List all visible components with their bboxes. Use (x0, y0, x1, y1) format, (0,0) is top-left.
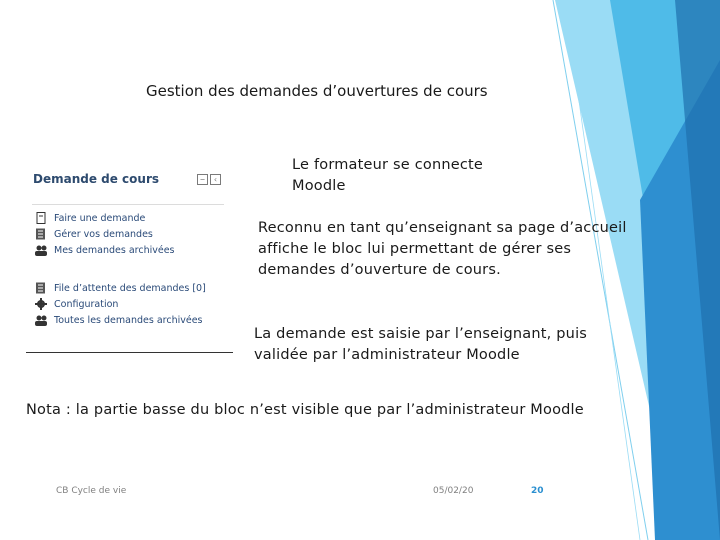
slide-title: Gestion des demandes d’ouvertures de cours (146, 82, 488, 100)
request-queue-label: File d’attente des demandes [0] (54, 282, 206, 294)
block-header: Demande de cours (33, 172, 160, 186)
list-icon (34, 282, 48, 294)
paragraph-homepage: Reconnu en tant qu’enseignant sa page d’accueil affiche le bloc lui permettant de gérer ses demandes d’ouverture de cours. (258, 220, 627, 278)
dock-icon[interactable]: ‹ (210, 174, 221, 185)
request-queue-link[interactable] (34, 282, 206, 294)
page-icon (34, 212, 48, 224)
list-icon (34, 228, 48, 240)
configuration-link[interactable] (34, 298, 118, 310)
all-archived-requests-link[interactable] (34, 314, 203, 326)
request-course-link[interactable] (34, 212, 145, 224)
block-divider (32, 204, 224, 205)
footer-date: 05/02/20 (433, 486, 474, 496)
gear-icon (34, 298, 48, 310)
configuration-label: Configuration (54, 298, 119, 310)
manage-requests-label: Gérer vos demandes (54, 228, 153, 240)
footer-label: CB Cycle de vie (56, 486, 127, 496)
my-archived-requests-label: Mes demandes archivées (54, 244, 175, 256)
paragraph-validation: La demande est saisie par l’enseignant, puis validée par l’administrateur Moodle (254, 326, 588, 363)
block-controls (197, 174, 221, 185)
block-underline (26, 352, 233, 353)
note-text: Nota : la partie basse du bloc n’est visible que par l’administrateur Moodle (26, 402, 584, 418)
users-icon (34, 314, 48, 326)
page-number: 20 (531, 486, 544, 496)
request-course-label: Faire une demande (54, 212, 146, 224)
all-archived-requests-label: Toutes les demandes archivées (54, 314, 203, 326)
users-icon (34, 244, 48, 256)
my-archived-requests-link[interactable] (34, 244, 175, 256)
paragraph-login: Le formateur se connecte Moodle (292, 157, 484, 194)
course-request-block (26, 162, 232, 337)
manage-requests-link[interactable] (34, 228, 153, 240)
collapse-icon[interactable]: − (197, 174, 208, 185)
